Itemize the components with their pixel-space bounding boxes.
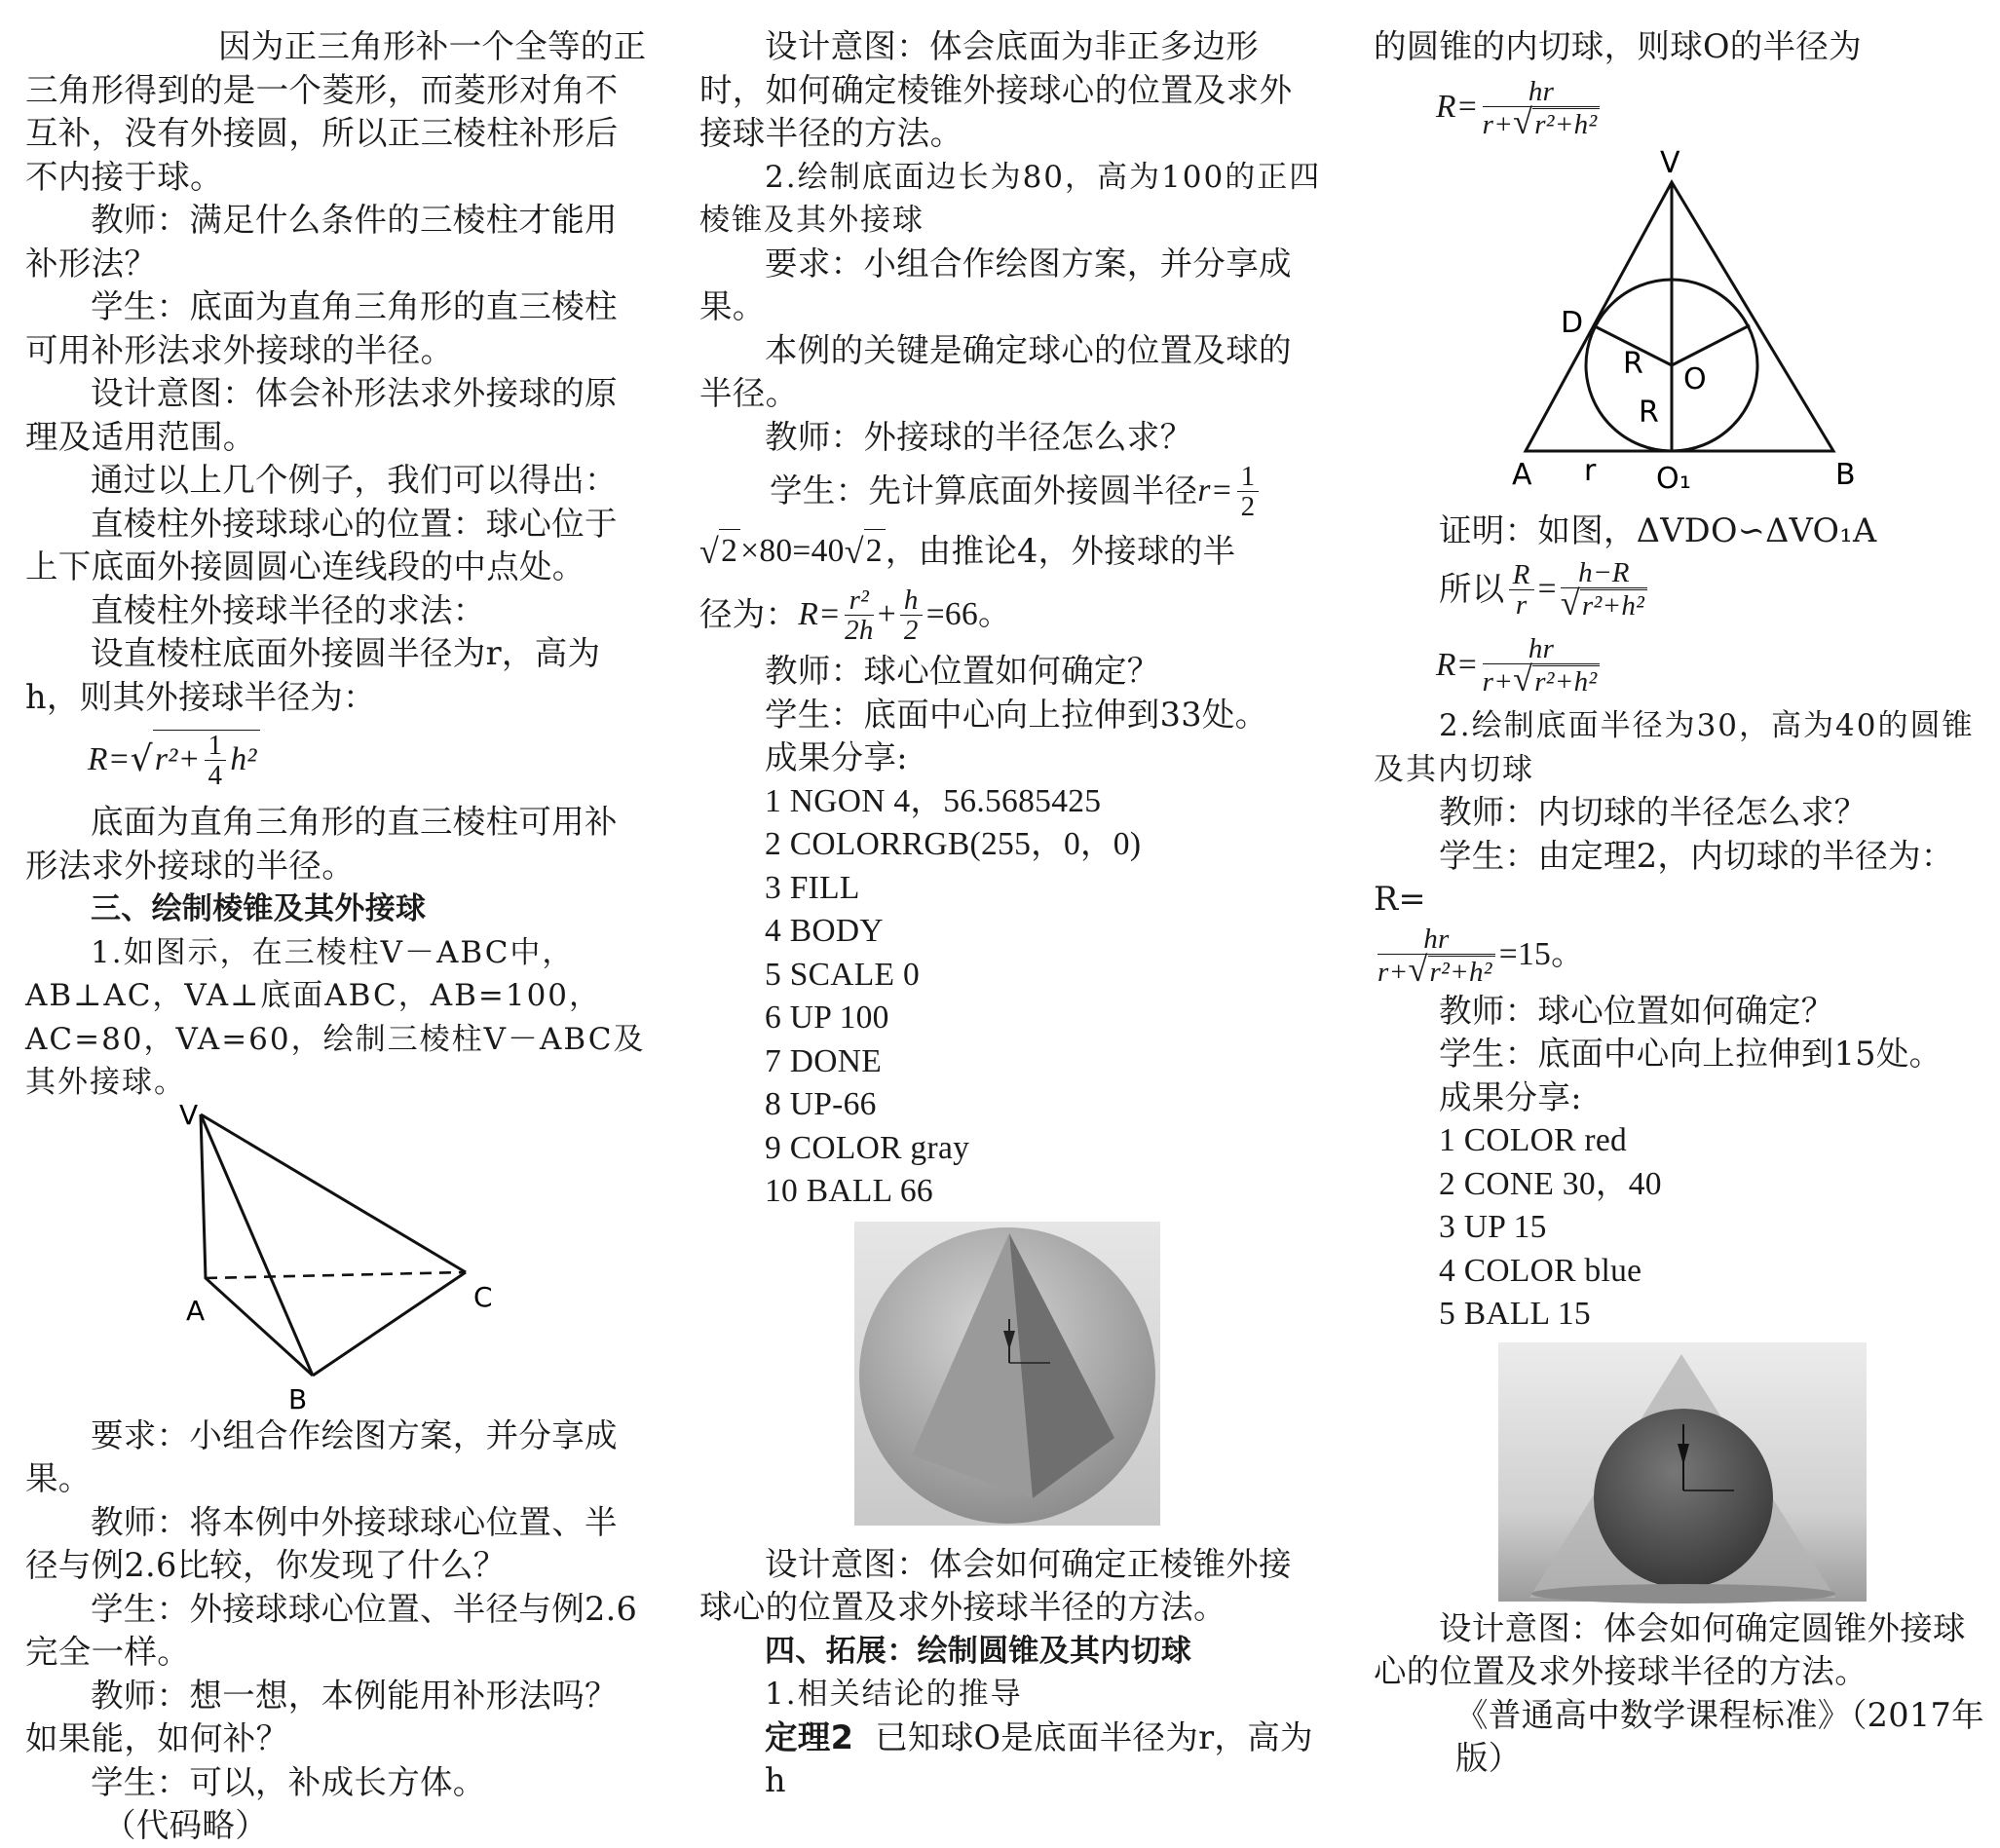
fraction: $\frac{1}{4}$ <box>205 731 227 790</box>
paragraph: 学生：外接球球心位置、半径与例2.6完全一样。 <box>25 1589 638 1671</box>
formula-result: R= $\frac{hr}{\text{r+√r²+h²}}$ <box>1374 626 1989 704</box>
paragraph: 设直棱柱底面外接圆半径为r，高为h，则其外接球半径为： <box>25 634 601 716</box>
column-1 <box>25 25 649 1848</box>
formula-inscribed-value: $\frac{hr}{\text{r+√r²+h²}}$ =15。 <box>1377 923 1584 989</box>
code-line: 8 UP-66 <box>765 1086 877 1122</box>
render-image <box>1374 1342 1989 1603</box>
paragraph: 要求：小组合作绘图方案，并分享成果。 <box>25 1415 618 1497</box>
code-line: 3 FILL <box>765 869 860 906</box>
sqrt-icon: √ <box>130 738 153 779</box>
paragraph: 学生：底面中心向上拉伸到33处。 <box>765 695 1268 734</box>
pyramid-sphere-render <box>699 1222 1323 1543</box>
fraction: $\frac{hr}{\text{r+√r²+h²}}$ <box>1483 634 1601 697</box>
label-V: V <box>179 1104 199 1131</box>
paragraph: 1.相关结论的推导 <box>765 1677 1023 1712</box>
cone-section-figure <box>1374 147 1989 509</box>
formula-inscribed-radius: R= $\frac{hr}{\text{r+√r²+h²}}$ <box>1374 69 1989 147</box>
code-line: 5 BALL 15 <box>1439 1296 1591 1332</box>
paragraph: 直棱柱外接球球心的位置：球心位于上下底面外接圆圆心连线段的中点处。 <box>25 504 618 585</box>
fraction: $\frac{1}{2}$ <box>1237 462 1260 521</box>
paragraph: 教师：内切球的半径怎么求？ <box>1439 793 1868 831</box>
pyramid-diagram <box>25 1105 649 1414</box>
fraction: $\frac{h}{2}$ <box>900 585 923 645</box>
paragraph: 因为正三角形补一个全等的正三角形得到的是一个菱形，而菱形对角不互补，没有外接圆，所以正三棱柱补形后不内接于球。 <box>25 27 647 196</box>
paragraph: 学生：底面为直角三角形的直三棱柱可用补形法求外接球的半径。 <box>25 287 618 369</box>
paragraph: 教师：外接球的半径怎么求？ <box>765 417 1193 456</box>
code-line: 1 COLOR red <box>1439 1122 1628 1158</box>
code-line: 9 COLOR gray <box>765 1129 970 1166</box>
paragraph: 成果分享: <box>1439 1077 1582 1116</box>
code-line: 6 UP 100 <box>765 999 889 1036</box>
label-O: O <box>1683 361 1707 396</box>
fraction: $\frac{hr}{\text{r+√r²+h²}}$ <box>1377 924 1495 987</box>
sqrt-icon: √ <box>699 531 720 571</box>
paragraph: 的圆锥的内切球，则球O的半径为 <box>1374 27 1862 65</box>
sqrt-icon: √ <box>1513 101 1533 141</box>
sqrt-icon: √ <box>1408 949 1428 989</box>
paragraph: 证明：如图，ΔVDO∽ΔVO₁A <box>1439 510 1877 549</box>
code-block <box>699 780 1323 1214</box>
paragraph: 1.如图示，在三棱柱V－ABC中，AB⊥AC，VA⊥底面ABC，AB=100，AC=80，VA=60，绘制三棱柱V－ABC及其外接球。 <box>25 934 646 1100</box>
label-r: r <box>1584 453 1597 488</box>
paragraph: 2.绘制底面半径为30，高为40的圆锥及其内切球 <box>1374 708 1975 787</box>
cone-cross-section <box>1374 147 1989 509</box>
label-R: R <box>1639 395 1660 430</box>
fraction: $\frac{hr}{\text{r+√r²+h²}}$ <box>1483 77 1601 139</box>
code-block <box>1374 1119 1989 1337</box>
label-R: R <box>1623 346 1644 381</box>
label-D: D <box>1561 305 1584 340</box>
label-V: V <box>1660 146 1680 180</box>
code-line: 10 BALL 66 <box>765 1173 933 1209</box>
paragraph: 教师：将本例中外接球球心位置、半径与例2.6比较，你发现了什么？ <box>25 1502 618 1584</box>
paragraph: 教师：想一想，本例能用补形法吗？如果能，如何补？ <box>25 1676 618 1757</box>
paragraph: √ 2 ×80=40 √ 2 ，由推论4，外接球的半 <box>699 523 1323 580</box>
code-line: 2 COLORRGB(255，0，0) <box>765 826 1142 862</box>
paragraph: 教师：满足什么条件的三棱柱才能用补形法？ <box>25 201 618 283</box>
label-O1: O₁ <box>1656 461 1692 496</box>
paragraph: 设计意图：体会底面为非正多边形时，如何确定棱锥外接球心的位置及求外接球半径的方法。 <box>699 27 1293 152</box>
sqrt-icon: √ <box>1513 660 1533 698</box>
paragraph: 通过以上几个例子，我们可以得出： <box>91 461 618 499</box>
code-line: 5 SCALE 0 <box>765 956 921 993</box>
paragraph: 2.绘制底面边长为80，高为100的正四棱锥及其外接球 <box>699 159 1322 238</box>
fraction: $\frac{R}{r}$ <box>1509 560 1534 620</box>
paragraph: 教师：球心位置如何确定？ <box>765 652 1160 690</box>
paragraph: 学生：由定理2，内切球的半径为：R= <box>1374 836 1954 918</box>
render-image <box>699 1222 1323 1533</box>
paragraph: 设计意图：体会补形法求外接球的原理及适用范围。 <box>25 374 618 456</box>
label-C: C <box>473 1280 493 1313</box>
column-2 <box>699 25 1323 1803</box>
formula-prism-radius: R= √ r²+ $\frac{1}{4}$ h² <box>25 719 649 801</box>
paragraph: 学生：底面中心向上拉伸到15处。 <box>1439 1035 1943 1073</box>
paragraph: 要求：小组合作绘图方案，并分享成果。 <box>699 244 1292 325</box>
label-A: A <box>186 1294 206 1327</box>
code-line: 3 UP 15 <box>1439 1209 1547 1245</box>
label-B: B <box>1835 457 1856 492</box>
code-line: 7 DONE <box>765 1042 882 1079</box>
paragraph: 径为： R= $\frac{\text{r²}}{2h}$ + $\frac{h}{2}$ =66。 <box>699 584 1011 646</box>
proof-ratio: 所以 $\frac{R}{r}$ = $\frac{h-R}{\text{√r²+h²}}$ <box>1374 552 1989 626</box>
paragraph: 教师：球心位置如何确定？ <box>1439 991 1834 1030</box>
code-line: 2 CONE 30，40 <box>1439 1165 1662 1202</box>
paragraph: （代码略） <box>103 1806 268 1844</box>
code-line: 4 COLOR blue <box>1439 1252 1642 1289</box>
section-heading: 三、绘制棱锥及其外接球 <box>91 891 427 926</box>
code-line: 1 NGON 4，56.5685425 <box>765 782 1102 819</box>
sqrt-icon: √ <box>1560 584 1580 622</box>
sqrt-icon: √ <box>844 531 864 571</box>
theorem: 定理2 已知球O是底面半径为r，高为h <box>765 1717 1313 1799</box>
paragraph: 学生：可以，补成长方体。 <box>91 1762 486 1801</box>
paragraph: 直棱柱外接球半径的求法： <box>91 590 486 629</box>
code-line: 4 BODY <box>765 913 884 949</box>
label-B: B <box>288 1382 308 1414</box>
citation: 《普通高中数学课程标准》（2017年版） <box>1455 1695 1984 1777</box>
paragraph: 设计意图：体会如何确定圆锥外接球心的位置及求外接球半径的方法。 <box>1374 1608 1966 1690</box>
paragraph: 底面为直角三角形的直三棱柱可用补形法求外接球的半径。 <box>25 803 618 885</box>
fraction: $\frac{h-R}{\text{√r²+h²}}$ <box>1561 558 1647 621</box>
section-heading: 四、拓展：绘制圆锥及其内切球 <box>765 1633 1192 1669</box>
label-A: A <box>1512 457 1532 492</box>
column-3 <box>1374 25 1989 1781</box>
fraction: $\frac{\text{r²}}{2h}$ <box>845 584 874 646</box>
paragraph: 学生：先计算底面外接圆半径 r= $\frac{1}{2}$ <box>699 459 1323 523</box>
paragraph: 本例的关键是确定球心的位置及球的半径。 <box>699 330 1292 412</box>
paragraph: 设计意图：体会如何确定正棱锥外接球心的位置及求外接球半径的方法。 <box>699 1544 1292 1626</box>
pyramid-figure <box>25 1105 649 1414</box>
cone-sphere-render <box>1374 1342 1989 1607</box>
paragraph: 成果分享: <box>765 738 908 776</box>
